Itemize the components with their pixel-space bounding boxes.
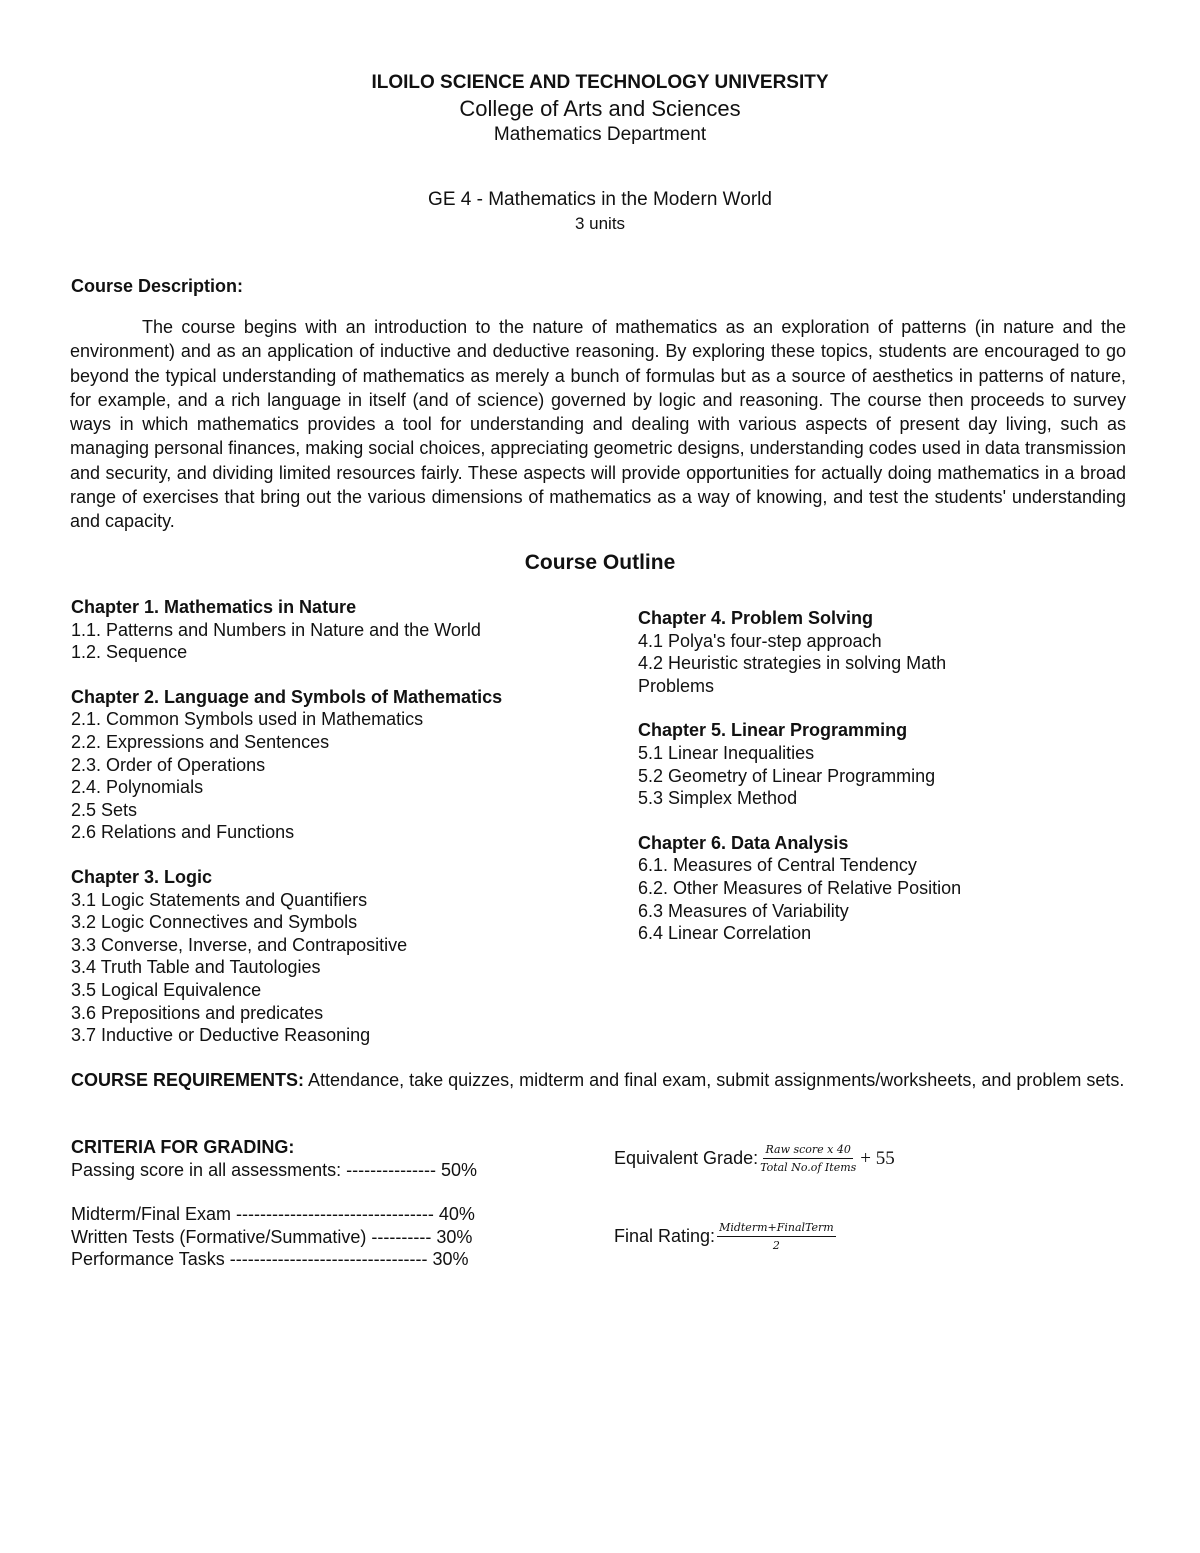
chapter-topic: 5.3 Simplex Method — [638, 788, 798, 809]
chapter-topic: 1.1. Patterns and Numbers in Nature and the World — [71, 619, 481, 640]
course-outline-title: Course Outline — [524, 551, 676, 574]
equivalent-grade-denominator: Total No.of Items — [760, 1161, 857, 1174]
chapter-topic: 5.1 Linear Inequalities — [638, 742, 815, 763]
chapter-topic: 2.6 Relations and Functions — [71, 822, 295, 843]
chapter-topic: 4.1 Polya's four-step approach — [638, 630, 882, 651]
chapter-topic: 3.5 Logical Equivalence — [71, 979, 262, 1000]
chapter-topic: 3.7 Inductive or Deductive Reasoning — [71, 1025, 371, 1046]
chapter-topic: 2.3. Order of Operations — [71, 754, 266, 775]
chapter-topic: 6.2. Other Measures of Relative Position — [638, 877, 962, 898]
course-requirements — [71, 1069, 1131, 1092]
grading-row-performance-tasks: Performance Tasks --------------------------------- 30% — [71, 1249, 469, 1269]
college-name: College of Arts and Sciences — [459, 96, 741, 121]
chapter-topic: 6.3 Measures of Variability — [638, 900, 849, 921]
grading-row-written-tests: Written Tests (Formative/Summative) ---------- 30% — [71, 1226, 473, 1247]
grading-criteria-heading: CRITERIA FOR GRADING: — [71, 1137, 295, 1157]
chapter-block — [71, 686, 591, 844]
chapter-topic: 2.5 Sets — [71, 799, 138, 820]
chapter-topic: 2.2. Expressions and Sentences — [71, 731, 330, 752]
chapter-topic: 4.2 Heuristic strategies in solving Math Problems — [638, 653, 947, 696]
chapter-topic: 3.3 Converse, Inverse, and Contrapositive — [71, 934, 408, 955]
chapter-title: Chapter 5. Linear Programming — [638, 720, 908, 741]
course-description-body: The course begins with an introduction to the nature of mathematics as an exploration of patterns (in nature and the environment) and as an application of inductive and deductive reasoning. By exploring these topics, students are encouraged to go beyond the typical understanding of mathematics as merely a bunch of formulas but as a source of aesthetics in patterns of nature, for example, and a rich language in itself (and of science) governed by logic and reasoning. The course then proceeds to survey ways in which mathematics provides a tool for understanding and dealing with various aspects of present day living, such as managing personal finances, making social choices, appreciating geometric designs, understanding codes used in data transmission and security, and dividing limited resources fairly. These aspects will provide opportunities for actually doing mathematics in a broad range of exercises that bring out the various dimensions of mathematics as a way of knowing, and test the students' understanding and capacity. — [70, 317, 1126, 532]
final-rating-numerator: Midterm+FinalTerm — [717, 1221, 836, 1237]
equivalent-grade-numerator: Raw score x 40 — [763, 1143, 852, 1159]
department-name: Mathematics Department — [493, 124, 707, 145]
chapter-topic: 3.6 Prepositions and predicates — [71, 1002, 324, 1023]
chapter-topic: 1.2. Sequence — [71, 642, 188, 663]
course-description-text — [70, 315, 1126, 534]
chapter-topic: 2.4. Polynomials — [71, 777, 204, 798]
course-title: GE 4 - Mathematics in the Modern World — [428, 189, 772, 210]
chapter-topic: 3.4 Truth Table and Tautologies — [71, 957, 321, 978]
chapter-title: Chapter 6. Data Analysis — [638, 832, 849, 853]
equivalent-grade-constant: + 55 — [860, 1147, 895, 1169]
course-requirements-label: COURSE REQUIREMENTS: — [71, 1070, 305, 1090]
course-requirements-text: Attendance, take quizzes, midterm and final exam, submit assignments/worksheets, and problem sets. — [304, 1070, 1125, 1090]
chapter-title: Chapter 1. Mathematics in Nature — [71, 597, 357, 617]
chapter-topic: 5.2 Geometry of Linear Programming — [638, 765, 936, 786]
chapter-block — [71, 866, 591, 1047]
grading-row-exam: Midterm/Final Exam --------------------------------- 40% — [71, 1204, 475, 1224]
chapter-topic: 6.4 Linear Correlation — [638, 923, 812, 944]
chapter-topic: 6.1. Measures of Central Tendency — [638, 855, 917, 876]
chapter-title: Chapter 3. Logic — [71, 866, 213, 887]
outline-right-column — [638, 607, 998, 967]
course-units: 3 units — [574, 214, 626, 233]
chapter-title: Chapter 4. Problem Solving — [638, 608, 874, 628]
chapter-title: Chapter 2. Language and Symbols of Mathematics — [71, 686, 503, 707]
final-rating-denominator: 2 — [772, 1239, 780, 1252]
equivalent-grade-fraction — [760, 1143, 856, 1174]
equivalent-grade-formula — [614, 1143, 895, 1174]
chapter-block — [638, 832, 998, 945]
chapter-block — [638, 719, 998, 809]
chapter-block — [638, 607, 998, 697]
outline-left-column — [71, 596, 591, 1069]
passing-score-line: Passing score in all assessments: --------------- 50% — [71, 1159, 478, 1180]
grading-criteria — [71, 1136, 541, 1271]
university-name: ILOILO SCIENCE AND TECHNOLOGY UNIVERSITY — [371, 72, 829, 93]
chapter-topic: 3.2 Logic Connectives and Symbols — [71, 912, 358, 933]
final-rating-label: Final Rating: — [614, 1226, 716, 1246]
chapter-topic: 2.1. Common Symbols used in Mathematics — [71, 709, 424, 730]
chapter-block — [71, 596, 591, 664]
course-description-heading: Course Description: — [71, 276, 244, 296]
final-rating-fraction — [717, 1221, 836, 1252]
equivalent-grade-label: Equivalent Grade: — [614, 1148, 759, 1168]
final-rating-formula — [614, 1221, 840, 1252]
chapter-topic: 3.1 Logic Statements and Quantifiers — [71, 889, 368, 910]
